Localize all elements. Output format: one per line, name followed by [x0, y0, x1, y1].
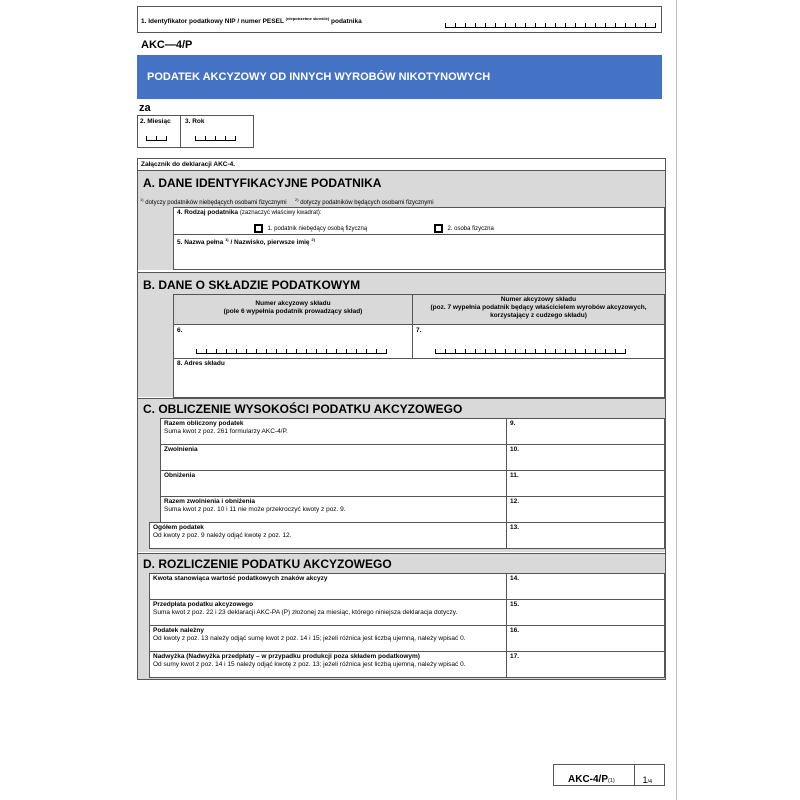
warehouse-col2-header: Numer akcyzowy składu (poz. 7 wypełnia podatnik będący właścicielem wyrobów akcyzowych, korzystający z cudzego składu) — [412, 294, 665, 325]
section-a-title: A. DANE IDENTYFIKACYJNE PODATNIKA — [143, 176, 382, 190]
warehouse-col1-header: Numer akcyzowy składu (pole 6 wypełnia podatnik prowadzący skład) — [173, 294, 413, 325]
section-b — [138, 272, 665, 397]
page-edge — [676, 0, 677, 800]
row-total-exemptions-reductions: Razem zwolnienia i obniżenia Suma kwot z poz. 10 i 11 nie może przekroczyć kwoty z poz. 9. 12. — [160, 496, 665, 523]
form-code: AKC—4/P — [141, 39, 193, 51]
section-c-title: C. OBLICZENIE WYSOKOŚCI PODATKU AKCYZOWEGO — [143, 402, 463, 416]
warehouse-number-field-7[interactable]: 7. — [412, 324, 665, 359]
field6-ticks — [196, 349, 387, 354]
warehouse-number-field-6[interactable]: 6. — [173, 324, 413, 359]
row-reductions: Obniżenia 11. — [160, 470, 665, 497]
attachment-note: Załącznik do deklaracji AKC-4. — [141, 161, 236, 168]
full-name-field[interactable] — [173, 234, 665, 270]
row-overpayment: Nadwyżka (Nadwyżka przedpłaty – w przypadku produkcji poza składem podatkowym) Od sumy kwot z poz. 14 i 15 należy odjąć kwotę z poz. 13; jeżeli różnica jest liczbą ujemną, należy wpisać 0. 17. — [149, 651, 665, 678]
field-13[interactable]: 13. — [506, 522, 666, 549]
field-9[interactable]: 9. — [506, 418, 666, 445]
taxpayer-type-field — [173, 207, 665, 235]
field4-label: 4. Rodzaj podatnika (zaznaczyć właściwy kwadrat): — [177, 209, 322, 216]
row-excise-stamps-value: Kwota stanowiąca wartość podatkowych znaków akcyzy 14. — [149, 573, 665, 600]
month-box[interactable] — [137, 115, 181, 148]
za-label: za — [139, 102, 151, 114]
option1-label: 1. podatnik niebędący osobą fizyczną — [267, 225, 368, 232]
field7-ticks — [435, 349, 626, 354]
section-a-notes: $^{1)}$ dotyczy podatników niebędących osobami fizycznymi $^{2)}$ dotyczy podatników będących osobami fizycznymi — [140, 197, 434, 206]
footer-form-code — [553, 764, 665, 786]
field-17[interactable]: 17. — [506, 651, 666, 678]
section-c — [138, 398, 665, 552]
year-ticks — [195, 136, 236, 141]
section-d-title: D. ROZLICZENIE PODATKU AKCYZOWEGO — [143, 557, 392, 571]
month-ticks — [146, 136, 167, 141]
year-label: 3. Rok — [185, 118, 205, 125]
month-label: 2. Miesiąc — [140, 118, 171, 125]
field5-label: 5. Nazwa pełna $^{1)}$ / Nazwisko, pierwsze imię $^{2)}$ — [177, 237, 315, 247]
form-frame — [137, 158, 666, 680]
row-total-tax: Ogółem podatek Od kwoty z poz. 9 należy odjąć kwotę z poz. 12. 13. — [149, 522, 665, 549]
row-prepayment: Przedpłata podatku akcyzowego Suma kwot z poz. 22 i 23 deklaracji AKC-PA (P) złożonej za miesiąc, którego niniejsza deklaracja dotyczy. 15. — [149, 599, 665, 626]
form-banner — [137, 55, 662, 99]
option2-label: 2. osoba fizyczna — [447, 225, 494, 232]
footer-code-cell: AKC-4/P(1) — [554, 765, 635, 785]
field-11[interactable]: 11. — [506, 470, 666, 497]
field-14[interactable]: 14. — [506, 573, 666, 600]
year-box[interactable] — [180, 115, 254, 148]
field-16[interactable]: 16. — [506, 625, 666, 652]
row-total-calculated: Razem obliczony podatek Suma kwot z poz. 261 formularzy AKC-4/P. 9. — [160, 418, 665, 445]
banner-title: PODATEK AKCYZOWY OD INNYCH WYROBÓW NIKOTYNOWYCH — [147, 71, 491, 83]
field-15[interactable]: 15. — [506, 599, 666, 626]
section-a — [138, 171, 665, 270]
checkbox-natural-person[interactable] — [434, 224, 443, 233]
row-tax-due: Podatek należny Od kwoty z poz. 13 należy odjąć sumę kwot z poz. 14 i 15; jeżeli różnica jest liczbą ujemną, należy wpisać 0. 16. — [149, 625, 665, 652]
warehouse-address-field[interactable]: 8. Adres składu — [173, 358, 665, 398]
page-number: 1/4 — [642, 775, 653, 785]
checkbox-non-natural-person[interactable] — [254, 224, 263, 233]
taxpayer-id-ticks — [445, 23, 656, 28]
section-b-title: B. DANE O SKŁADZIE PODATKOWYM — [143, 278, 361, 292]
taxpayer-id-label: 1. Identyfikator podatkowy NIP / numer PESEL $^{(niepotrzebne skreślić)}$ podatnika — [141, 16, 362, 26]
field-10[interactable]: 10. — [506, 444, 666, 471]
section-d — [138, 553, 665, 679]
field-12[interactable]: 12. — [506, 496, 666, 523]
taxpayer-id-box[interactable] — [137, 6, 662, 33]
row-exemptions: Zwolnienia 10. — [160, 444, 665, 471]
